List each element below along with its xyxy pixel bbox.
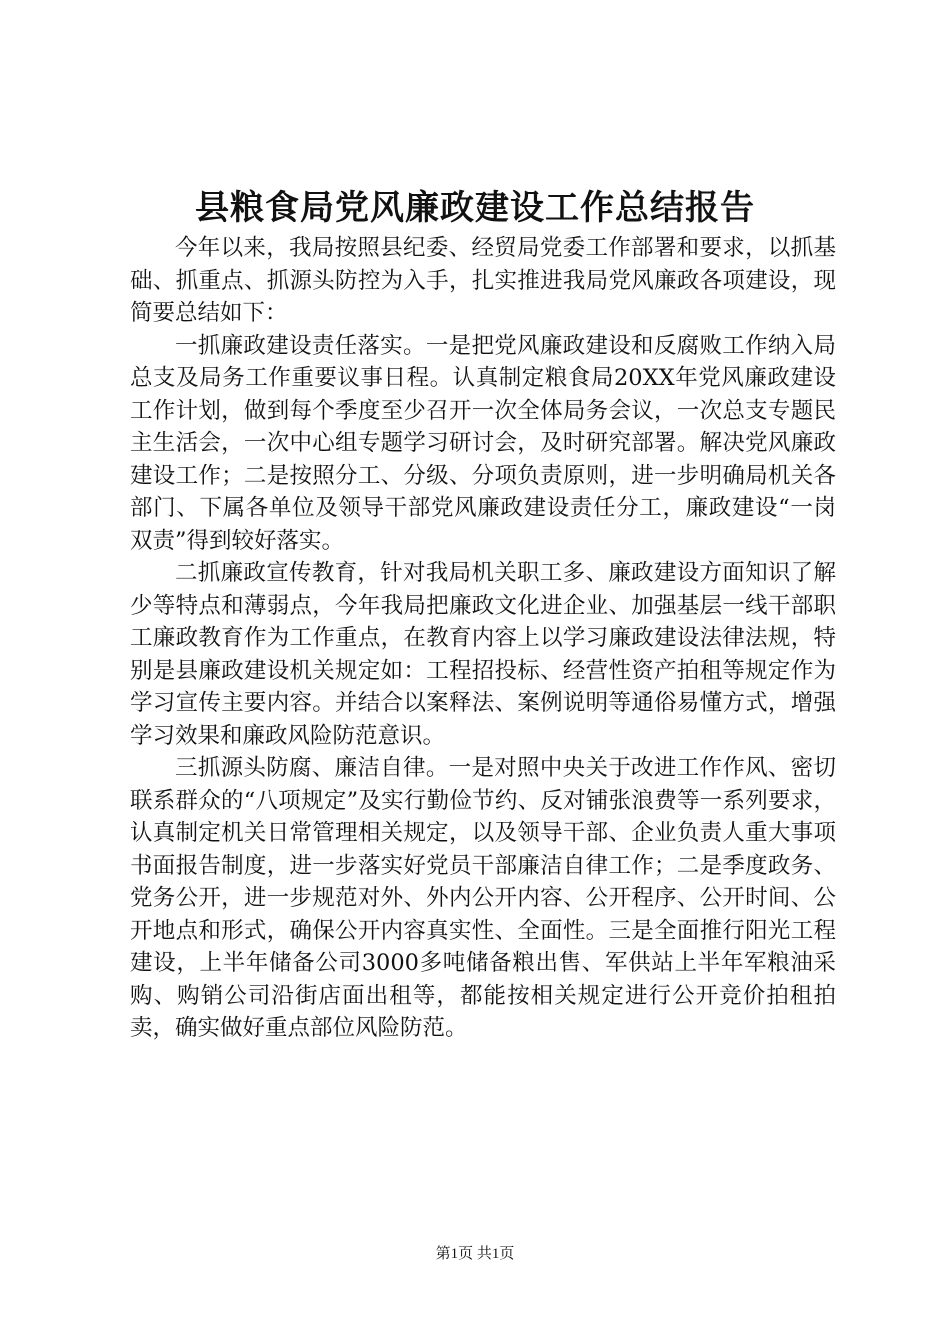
document-body bbox=[130, 232, 836, 1045]
page-title: 县粮食局党风廉政建设工作总结报告 bbox=[195, 188, 755, 228]
paragraph-self-discipline: 三抓源头防腐、廉洁自律。一是对照中央关于改进工作作风、密切联系群众的“八项规定”及实行勤俭节约、反对铺张浪费等一系列要求，认真制定机关日常管理相关规定，以及领导干部、企业负责人重大事项书面报告制度，进一步落实好党员干部廉洁自律工作；二是季度政务、党务公开，进一步规范对外、外内公开内容、公开程序、公开时间、公开地点和形式，确保公开内容真实性、全面性。三是全面推行阳光工程建设，上半年储备公司3000多吨储备粮出售、军供站上半年军粮油采购、购销公司沿街店面出租等，都能按相关规定进行公开竞价拍租拍卖，确实做好重点部位风险防范。 bbox=[130, 755, 836, 1041]
paragraph-intro: 今年以来，我局按照县纪委、经贸局党委工作部署和要求，以抓基础、抓重点、抓源头防控为入手，扎实推进我局党风廉政各项建设，现简要总结如下： bbox=[130, 235, 836, 326]
paragraph-education: 二抓廉政宣传教育，针对我局机关职工多、廉政建设方面知识了解少等特点和薄弱点，今年我局把廉政文化进企业、加强基层一线干部职工廉政教育作为工作重点，在教育内容上以学习廉政建设法律法规，特别是县廉政建设机关规定如：工程招投标、经营性资产拍租等规定作为学习宣传主要内容。并结合以案释法、案例说明等通俗易懂方式，增强学习效果和廉政风险防范意识。 bbox=[130, 560, 836, 749]
paragraph-responsibility: 一抓廉政建设责任落实。一是把党风廉政建设和反腐败工作纳入局总支及局务工作重要议事日程。认真制定粮食局20XX年党风廉政建设工作计划，做到每个季度至少召开一次全体局务会议，一次总支专题民主生活会，一次中心组专题学习研讨会，及时研究部署。解决党风廉政建设工作；二是按照分工、分级、分项负责原则，进一步明确局机关各部门、下属各单位及领导干部党风廉政建设责任分工，廉政建设“一岗双责”得到较好落实。 bbox=[130, 332, 836, 554]
page-number-footer: 第1页 共1页 bbox=[435, 1246, 515, 1262]
